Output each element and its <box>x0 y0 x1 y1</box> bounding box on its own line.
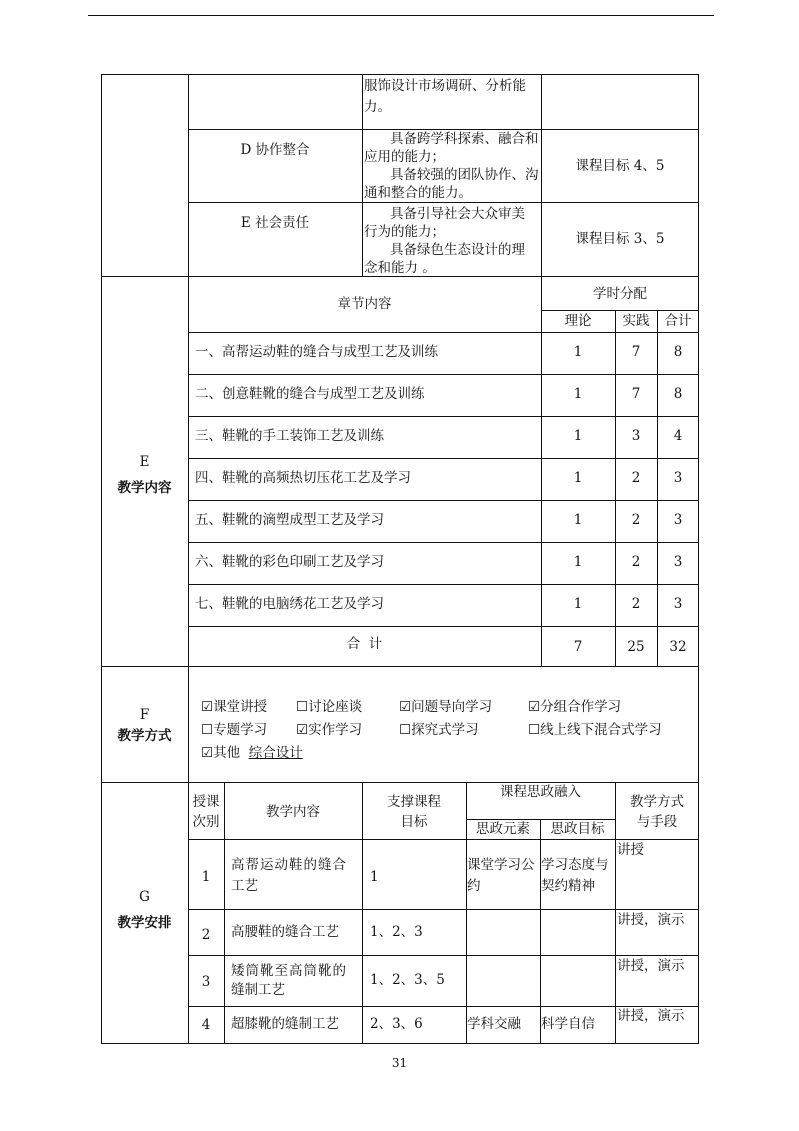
section-letter: F <box>139 707 150 723</box>
chapter-title: 五、鞋靴的滴塑成型工艺及学习 <box>195 512 384 528</box>
column-header: 目标 <box>400 814 428 830</box>
hours-practice: 7 <box>631 344 641 360</box>
hours-practice: 3 <box>631 428 641 444</box>
ideology-target: 学习态度与 <box>541 857 609 873</box>
session-content: 高帮运动鞋的缝合 <box>231 857 347 873</box>
checkbox-icon[interactable]: ☐ <box>399 722 412 738</box>
column-header: 次别 <box>192 814 220 830</box>
column-header: 支撑课程 <box>387 794 441 810</box>
column-header: 理论 <box>564 313 592 329</box>
ability-desc-line: 具备绿色生态设计的理 <box>390 242 525 258</box>
ability-desc-line: 服饰设计市场调研、分析能 <box>364 78 526 94</box>
checkbox-icon[interactable]: ☐ <box>201 722 214 738</box>
session-number: 3 <box>201 974 211 990</box>
ability-desc-line: 念和能力 。 <box>364 260 436 276</box>
checkbox-icon[interactable]: ☑ <box>201 699 214 715</box>
ability-desc-line: 具备引导社会大众审美 <box>390 206 525 222</box>
checkbox-icon[interactable]: ☑ <box>201 745 214 761</box>
hours-total: 4 <box>673 428 683 444</box>
hours-practice: 2 <box>631 512 641 528</box>
checkbox-icon[interactable]: ☐ <box>528 722 541 738</box>
column-header: 思政目标 <box>550 821 605 837</box>
checkbox-icon[interactable]: ☑ <box>399 699 412 715</box>
column-header: 教学方式 <box>630 794 684 810</box>
column-header: 课程思政融入 <box>500 784 581 800</box>
session-goal: 2、3、6 <box>370 1016 423 1032</box>
ability-desc-line: 通和整合的能力。 <box>364 185 472 201</box>
column-header: 学时分配 <box>593 286 647 302</box>
method-option[interactable]: ☐探究式学习 <box>399 722 479 738</box>
section-title: 教学内容 <box>117 480 172 496</box>
checkbox-icon[interactable]: ☑ <box>528 699 541 715</box>
method-option[interactable]: ☐讨论座谈 <box>296 699 363 715</box>
chapter-title: 二、创意鞋靴的缝合与成型工艺及训练 <box>195 386 425 402</box>
hours-theory: 1 <box>573 386 583 402</box>
session-content: 矮筒靴至高筒靴的 <box>231 963 347 979</box>
column-header: 思政元素 <box>476 821 530 837</box>
session-goal: 1、2、3 <box>370 924 423 940</box>
chapter-title: 六、鞋靴的彩色印刷工艺及学习 <box>195 554 384 570</box>
chapter-title: 七、鞋靴的电脑绣花工艺及学习 <box>195 596 384 612</box>
hours-theory: 1 <box>573 470 583 486</box>
session-content: 工艺 <box>231 878 258 894</box>
hours-total: 8 <box>673 344 683 360</box>
section-letter: G <box>139 889 150 905</box>
column-header: 授课 <box>192 794 220 810</box>
method-option[interactable]: ☑分组合作学习 <box>528 699 622 715</box>
session-content: 高腰鞋的缝合工艺 <box>231 924 339 940</box>
chapter-title: 三、鞋靴的手工装饰工艺及训练 <box>195 428 384 444</box>
ability-desc-line: 具备较强的团队协作、沟 <box>390 167 539 183</box>
hours-practice: 2 <box>631 596 641 612</box>
hours-total: 3 <box>673 596 683 612</box>
chapter-title: 四、鞋靴的高频热切压花工艺及学习 <box>195 470 411 486</box>
hours-theory: 1 <box>573 596 583 612</box>
column-header: 与手段 <box>636 814 678 830</box>
ideology-element: 课堂学习公 <box>467 857 535 873</box>
ideology-target: 契约精神 <box>541 878 595 894</box>
column-header: 实践 <box>622 313 650 329</box>
section-letter: E <box>139 454 150 470</box>
method-option[interactable]: ☑实作学习 <box>296 722 363 738</box>
hours-total: 3 <box>673 512 683 528</box>
column-header: 教学内容 <box>266 804 320 820</box>
hours-practice: 7 <box>631 386 641 402</box>
hours-practice: 2 <box>631 554 641 570</box>
ability-desc-line: 力。 <box>364 99 391 115</box>
hours-total: 8 <box>673 386 683 402</box>
session-content: 超膝靴的缝制工艺 <box>231 1016 339 1032</box>
session-number: 4 <box>201 1017 211 1033</box>
hours-practice: 2 <box>631 470 641 486</box>
ability-name: E 社会责任 <box>240 215 310 231</box>
ideology-target: 科学自信 <box>541 1016 595 1032</box>
sum-total: 32 <box>669 639 687 655</box>
ideology-element: 学科交融 <box>467 1016 521 1032</box>
sum-practice: 25 <box>627 639 645 655</box>
ability-name: D 协作整合 <box>240 142 310 158</box>
method-option[interactable]: ☑其他 综合设计 <box>201 745 303 761</box>
other-method-detail: 综合设计 <box>248 745 303 761</box>
chapter-title: 一、高帮运动鞋的缝合与成型工艺及训练 <box>195 344 438 360</box>
hours-total: 3 <box>673 554 683 570</box>
method-option[interactable]: ☐线上线下混合式学习 <box>528 722 662 738</box>
checkbox-icon[interactable]: ☑ <box>296 722 309 738</box>
hours-total: 3 <box>673 470 683 486</box>
header-rule <box>88 15 714 16</box>
method-option[interactable]: ☐专题学习 <box>201 722 268 738</box>
session-content: 缝制工艺 <box>231 982 285 998</box>
sum-label: 合 计 <box>346 636 383 652</box>
ability-desc-line: 应用的能力； <box>364 149 445 165</box>
page-number: 31 <box>391 1056 408 1070</box>
hours-theory: 1 <box>573 512 583 528</box>
course-goal: 课程目标 4、5 <box>575 158 665 174</box>
hours-theory: 1 <box>573 344 583 360</box>
section-title: 教学安排 <box>117 915 172 931</box>
column-header: 合计 <box>664 313 692 329</box>
course-goal: 课程目标 3、5 <box>575 231 665 247</box>
ability-desc-line: 行为的能力； <box>364 224 445 240</box>
ideology-element: 约 <box>467 878 481 894</box>
session-goal: 1 <box>370 869 379 885</box>
section-title: 教学方式 <box>117 728 172 744</box>
sum-theory: 7 <box>573 639 583 655</box>
session-goal: 1、2、3、5 <box>370 972 445 988</box>
hours-theory: 1 <box>573 554 583 570</box>
ability-desc-line: 具备跨学科探索、融合和 <box>390 131 539 147</box>
method-option[interactable]: ☑问题导向学习 <box>399 699 493 715</box>
hours-theory: 1 <box>573 428 583 444</box>
method-option[interactable]: ☑课堂讲授 <box>201 699 268 715</box>
column-header: 章节内容 <box>337 296 392 312</box>
teaching-method: 讲授，演示 <box>617 1008 685 1024</box>
session-number: 1 <box>201 869 211 885</box>
teaching-method: 讲授，演示 <box>617 958 685 974</box>
session-number: 2 <box>201 927 211 943</box>
teaching-method: 讲授，演示 <box>617 912 685 928</box>
teaching-method: 讲授 <box>617 842 644 858</box>
checkbox-icon[interactable]: ☐ <box>296 699 309 715</box>
